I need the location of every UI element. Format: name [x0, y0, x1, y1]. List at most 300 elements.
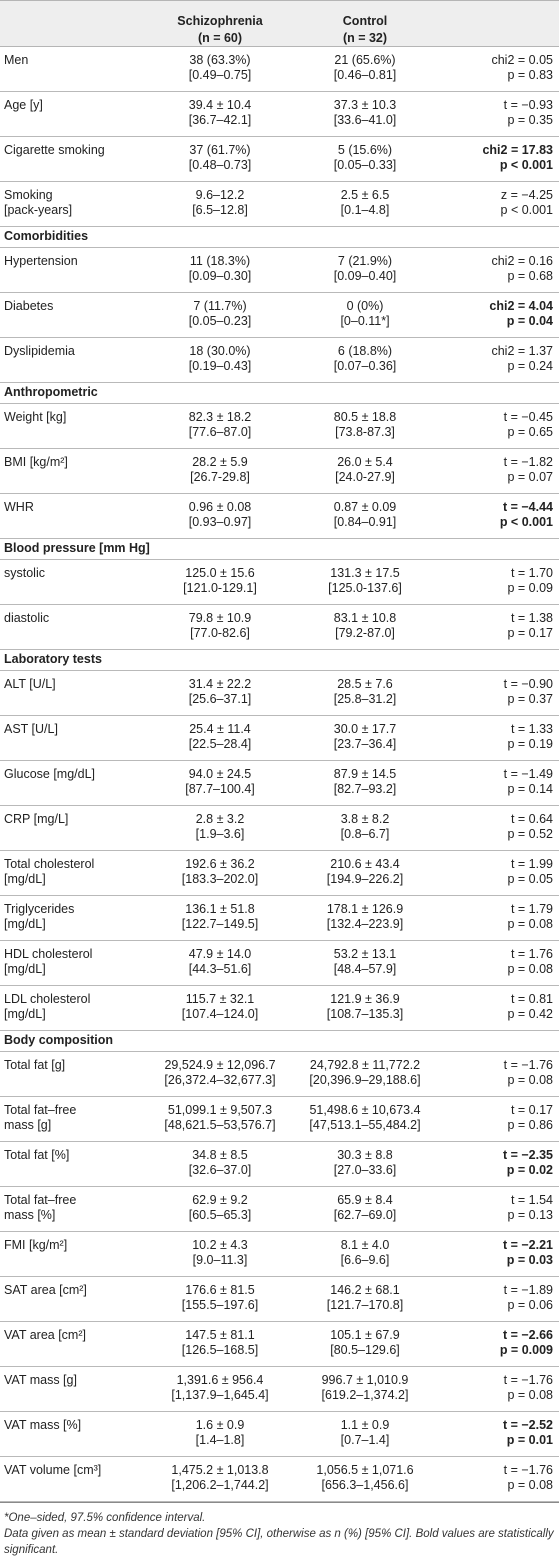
control-value-line: 1,056.5 ± 1,071.6	[316, 1463, 414, 1477]
schizophrenia-value-line: [60.5–65.3]	[188, 1208, 252, 1222]
test-statistic-line: p < 0.001	[499, 515, 553, 529]
variable-label-line: Men	[4, 53, 29, 67]
control-value-line: [33.6–41.0]	[333, 113, 397, 127]
test-statistic	[433, 611, 553, 641]
table-row	[0, 494, 559, 539]
table-row	[0, 851, 559, 896]
control-value-line: 996.7 ± 1,010.9	[321, 1373, 409, 1387]
schizophrenia-value-line: [77.0-82.6]	[190, 626, 250, 640]
control-value	[290, 1418, 440, 1448]
test-statistic	[433, 1283, 553, 1313]
control-value-line: 1.1 ± 0.9	[340, 1418, 390, 1432]
schizophrenia-value-line: 47.9 ± 14.0	[188, 947, 252, 961]
table-row	[0, 338, 559, 383]
section-heading-line: Comorbidities	[4, 229, 89, 243]
schizophrenia-value	[145, 410, 295, 440]
control-value-line: 21 (65.6%)	[334, 53, 396, 67]
control-value-line: 30.0 ± 17.7	[333, 722, 397, 736]
control-value	[290, 767, 440, 797]
test-statistic-line: p < 0.001	[500, 203, 553, 217]
section-heading-line: Blood pressure [mm Hg]	[4, 541, 150, 555]
header-schizophrenia-n: (n = 60)	[197, 31, 243, 45]
test-statistic	[433, 53, 553, 83]
control-value	[290, 1328, 440, 1358]
schizophrenia-value-line: [77.6–87.0]	[188, 425, 252, 439]
test-statistic-line: t = 0.17	[510, 1103, 553, 1117]
test-statistic	[433, 500, 553, 530]
header-control-n: (n = 32)	[342, 31, 388, 45]
table-row	[0, 896, 559, 941]
schizophrenia-value	[145, 1283, 295, 1313]
schizophrenia-value	[145, 98, 295, 128]
test-statistic	[433, 254, 553, 284]
control-value-line: [0.7–1.4]	[340, 1433, 390, 1447]
schizophrenia-value	[145, 1418, 295, 1448]
test-statistic-line: p = 0.08	[507, 1388, 553, 1402]
test-statistic-line: t = −0.93	[503, 98, 553, 112]
control-value-line: 37.3 ± 10.3	[333, 98, 397, 112]
control-value	[290, 143, 440, 173]
schizophrenia-value-line: 94.0 ± 24.5	[188, 767, 252, 781]
test-statistic-line: t = −0.45	[503, 410, 553, 424]
schizophrenia-value-line: 2.8 ± 3.2	[195, 812, 245, 826]
control-value	[290, 611, 440, 641]
table-row	[0, 449, 559, 494]
schizophrenia-value	[145, 857, 295, 887]
control-value-line: 0.87 ± 0.09	[333, 500, 397, 514]
variable-label-line: BMI [kg/m²]	[4, 455, 68, 469]
table-row	[0, 1322, 559, 1367]
schizophrenia-value	[145, 1463, 295, 1493]
schizophrenia-value	[145, 344, 295, 374]
section-heading	[4, 652, 154, 667]
control-value	[290, 1238, 440, 1268]
control-value	[290, 500, 440, 530]
schizophrenia-value-line: 51,099.1 ± 9,507.3	[167, 1103, 273, 1117]
control-value	[290, 857, 440, 887]
control-value-line: 24,792.8 ± 11,772.2	[309, 1058, 421, 1072]
schizophrenia-value-line: 125.0 ± 15.6	[185, 566, 255, 580]
test-statistic-line: t = −0.90	[503, 677, 553, 691]
test-statistic-line: t = 0.64	[510, 812, 553, 826]
section-heading	[4, 385, 154, 400]
control-value-line: [73.8-87.3]	[335, 425, 395, 439]
table-row	[0, 1412, 559, 1457]
schizophrenia-value-line: [0.93–0.97]	[188, 515, 252, 529]
variable-label-line: Dyslipidemia	[4, 344, 75, 358]
test-statistic-line: chi2 = 0.16	[491, 254, 553, 268]
control-value-line: [48.4–57.9]	[333, 962, 397, 976]
variable-label	[4, 500, 154, 515]
test-statistic	[433, 455, 553, 485]
variable-label-line: Cigarette smoking	[4, 143, 105, 157]
test-statistic	[433, 1418, 553, 1448]
table-row	[0, 248, 559, 293]
section-heading-line: Laboratory tests	[4, 652, 102, 666]
table-footnotes	[0, 1502, 559, 1558]
table-row	[0, 1457, 559, 1502]
table-row	[0, 806, 559, 851]
control-value-line: [194.9–226.2]	[326, 872, 404, 886]
variable-label	[4, 1103, 154, 1133]
variable-label-line: Total cholesterol	[4, 857, 95, 871]
schizophrenia-value-line: [1,206.2–1,744.2]	[171, 1478, 269, 1492]
control-value	[290, 1193, 440, 1223]
test-statistic-line: z = −4.25	[500, 188, 553, 202]
table-row	[0, 761, 559, 806]
variable-label	[4, 902, 154, 932]
test-statistic	[433, 1058, 553, 1088]
control-value	[290, 455, 440, 485]
control-value-line: 30.3 ± 8.8	[337, 1148, 393, 1162]
control-value	[290, 344, 440, 374]
schizophrenia-value-line: 31.4 ± 22.2	[188, 677, 252, 691]
variable-label	[4, 611, 154, 626]
schizophrenia-value-line: [1,137.9–1,645.4]	[171, 1388, 269, 1402]
control-value-line: [0.05–0.33]	[333, 158, 397, 172]
schizophrenia-value	[145, 812, 295, 842]
control-value-line: [47,513.1–55,484.2]	[309, 1118, 421, 1132]
section-heading	[4, 229, 154, 244]
test-statistic-line: p = 0.08	[507, 917, 553, 931]
control-value-line: 121.9 ± 36.9	[330, 992, 400, 1006]
schizophrenia-value-line: 0.96 ± 0.08	[188, 500, 252, 514]
footnote-data-description: Data given as mean ± standard deviation [95% CI], otherwise as n (%) [95% CI]. Bold values are statistically significant.	[4, 1528, 554, 1556]
table-row	[0, 47, 559, 92]
test-statistic-line: p = 0.86	[507, 1118, 553, 1132]
table-row	[0, 1052, 559, 1097]
variable-label-line: Triglycerides	[4, 902, 75, 916]
control-value-line: 8.1 ± 4.0	[340, 1238, 390, 1252]
schizophrenia-value-line: [22.5–28.4]	[188, 737, 252, 751]
control-value-line: 83.1 ± 10.8	[333, 611, 397, 625]
test-statistic-line: p = 0.24	[507, 359, 553, 373]
schizophrenia-value-line: [0.19–0.43]	[188, 359, 252, 373]
control-value	[290, 992, 440, 1022]
schizophrenia-value	[145, 767, 295, 797]
test-statistic-line: p = 0.17	[507, 626, 553, 640]
test-statistic	[433, 344, 553, 374]
table-row	[0, 137, 559, 182]
control-value-line: 26.0 ± 5.4	[337, 455, 393, 469]
control-value-line: [24.0-27.9]	[335, 470, 395, 484]
variable-label-line: WHR	[4, 500, 34, 514]
variable-label-line: [mg/dL]	[4, 962, 46, 976]
variable-label	[4, 1058, 154, 1073]
variable-label	[4, 1418, 154, 1433]
schizophrenia-value-line: 39.4 ± 10.4	[188, 98, 252, 112]
schizophrenia-value	[145, 902, 295, 932]
control-value-line: 131.3 ± 17.5	[330, 566, 400, 580]
schizophrenia-value	[145, 1328, 295, 1358]
test-statistic	[433, 902, 553, 932]
control-value	[290, 1058, 440, 1088]
schizophrenia-value	[145, 722, 295, 752]
section-heading-row	[0, 650, 559, 671]
variable-label-line: SAT area [cm²]	[4, 1283, 87, 1297]
test-statistic-line: p = 0.42	[507, 1007, 553, 1021]
control-value	[290, 812, 440, 842]
schizophrenia-value	[145, 947, 295, 977]
schizophrenia-value	[145, 455, 295, 485]
variable-label-line: Weight [kg]	[4, 410, 67, 424]
header-control	[290, 13, 440, 47]
control-value-line: [0.1–4.8]	[340, 203, 390, 217]
variable-label-line: [pack-years]	[4, 203, 73, 217]
schizophrenia-value-line: 62.9 ± 9.2	[192, 1193, 248, 1207]
schizophrenia-value-line: [126.5–168.5]	[181, 1343, 259, 1357]
variable-label-line: Glucose [mg/dL]	[4, 767, 96, 781]
variable-label-line: Smoking	[4, 188, 53, 202]
control-value-line: [125.0-137.6]	[328, 581, 402, 595]
variable-label	[4, 1463, 154, 1478]
test-statistic	[433, 188, 553, 218]
test-statistic-line: p = 0.08	[507, 1478, 553, 1492]
control-value-line: [108.7–135.3]	[326, 1007, 404, 1021]
schizophrenia-value-line: 1.6 ± 0.9	[195, 1418, 245, 1432]
test-statistic	[433, 1238, 553, 1268]
test-statistic-line: t = 1.70	[510, 566, 553, 580]
variable-label-line: FMI [kg/m²]	[4, 1238, 68, 1252]
variable-label-line: systolic	[4, 566, 45, 580]
test-statistic-line: p = 0.52	[507, 827, 553, 841]
schizophrenia-value-line: 18 (30.0%)	[189, 344, 251, 358]
control-value-line: 51,498.6 ± 10,673.4	[309, 1103, 421, 1117]
control-value	[290, 254, 440, 284]
test-statistic-line: p = 0.19	[507, 737, 553, 751]
schizophrenia-value-line: 37 (61.7%)	[189, 143, 251, 157]
control-value-line: [619.2–1,374.2]	[321, 1388, 409, 1402]
test-statistic-line: p = 0.35	[507, 113, 553, 127]
test-statistic-line: t = 1.54	[510, 1193, 553, 1207]
schizophrenia-value-line: 192.6 ± 36.2	[185, 857, 255, 871]
schizophrenia-value-line: 29,524.9 ± 12,096.7	[164, 1058, 276, 1072]
control-value-line: 87.9 ± 14.5	[333, 767, 397, 781]
control-value	[290, 947, 440, 977]
variable-label-line: LDL cholesterol	[4, 992, 91, 1006]
test-statistic-line: t = 1.33	[510, 722, 553, 736]
variable-label-line: VAT mass [%]	[4, 1418, 82, 1432]
schizophrenia-value-line: [155.5–197.6]	[181, 1298, 259, 1312]
test-statistic-line: p = 0.68	[507, 269, 553, 283]
control-value-line: 53.2 ± 13.1	[333, 947, 397, 961]
control-value-line: 210.6 ± 43.4	[330, 857, 400, 871]
section-heading-row	[0, 227, 559, 248]
test-statistic	[433, 767, 553, 797]
schizophrenia-value-line: [107.4–124.0]	[181, 1007, 259, 1021]
variable-label	[4, 455, 154, 470]
schizophrenia-value-line: [0.49–0.75]	[188, 68, 252, 82]
control-value-line: 28.5 ± 7.6	[337, 677, 393, 691]
test-statistic-line: p = 0.04	[506, 314, 553, 328]
test-statistic	[433, 1328, 553, 1358]
control-value-line: [121.7–170.8]	[326, 1298, 404, 1312]
test-statistic-line: chi2 = 4.04	[489, 299, 553, 313]
test-statistic-line: t = 1.99	[510, 857, 553, 871]
control-value	[290, 188, 440, 218]
schizophrenia-value	[145, 992, 295, 1022]
test-statistic-line: p = 0.13	[507, 1208, 553, 1222]
schizophrenia-value-line: 136.1 ± 51.8	[185, 902, 255, 916]
schizophrenia-value	[145, 677, 295, 707]
schizophrenia-value-line: 34.8 ± 8.5	[192, 1148, 248, 1162]
test-statistic-line: t = −1.49	[503, 767, 553, 781]
control-value-line: 146.2 ± 68.1	[330, 1283, 400, 1297]
test-statistic-line: p = 0.06	[507, 1298, 553, 1312]
schizophrenia-value-line: [0.09–0.30]	[188, 269, 252, 283]
table-row	[0, 1097, 559, 1142]
control-value	[290, 1148, 440, 1178]
section-heading-line: Anthropometric	[4, 385, 98, 399]
test-statistic	[433, 566, 553, 596]
control-value-line: [0.84–0.91]	[333, 515, 397, 529]
control-value	[290, 566, 440, 596]
schizophrenia-value-line: [6.5–12.8]	[192, 203, 248, 217]
header-schizophrenia	[145, 13, 295, 47]
control-value-line: [20,396.9–29,188.6]	[309, 1073, 421, 1087]
schizophrenia-value	[145, 53, 295, 83]
control-value	[290, 902, 440, 932]
variable-label-line: mass [%]	[4, 1208, 56, 1222]
schizophrenia-value	[145, 1058, 295, 1088]
header-schizophrenia-name: Schizophrenia	[177, 14, 263, 28]
table-row	[0, 560, 559, 605]
test-statistic-line: t = −2.66	[502, 1328, 553, 1342]
control-value	[290, 1463, 440, 1493]
control-value	[290, 1103, 440, 1133]
variable-label-line: diastolic	[4, 611, 50, 625]
section-heading	[4, 1033, 154, 1048]
test-statistic-line: t = −2.21	[502, 1238, 553, 1252]
variable-label	[4, 992, 154, 1022]
schizophrenia-value	[145, 1193, 295, 1223]
control-value-line: [82.7–93.2]	[333, 782, 397, 796]
schizophrenia-value	[145, 1148, 295, 1178]
test-statistic-line: t = −2.52	[502, 1418, 553, 1432]
control-value	[290, 410, 440, 440]
variable-label-line: Total fat–free	[4, 1103, 77, 1117]
table-header	[0, 0, 559, 47]
variable-label	[4, 410, 154, 425]
schizophrenia-value-line: 10.2 ± 4.3	[192, 1238, 248, 1252]
schizophrenia-value-line: [48,621.5–53,576.7]	[164, 1118, 276, 1132]
schizophrenia-value-line: [1.9–3.6]	[195, 827, 245, 841]
test-statistic-line: chi2 = 1.37	[491, 344, 553, 358]
table-row	[0, 671, 559, 716]
test-statistic	[433, 722, 553, 752]
table-row	[0, 605, 559, 650]
table-row	[0, 986, 559, 1031]
test-statistic	[433, 98, 553, 128]
test-statistic-line: t = −1.82	[503, 455, 553, 469]
test-statistic-line: t = 1.79	[510, 902, 553, 916]
test-statistic	[433, 947, 553, 977]
test-statistic-line: p = 0.65	[507, 425, 553, 439]
section-heading-row	[0, 1031, 559, 1052]
variable-label-line: [mg/dL]	[4, 917, 46, 931]
test-statistic	[433, 410, 553, 440]
table-body	[0, 47, 559, 1502]
variable-label-line: Total fat–free	[4, 1193, 77, 1207]
control-value	[290, 1373, 440, 1403]
test-statistic-line: t = 0.81	[510, 992, 553, 1006]
variable-label	[4, 1193, 154, 1223]
variable-label-line: ALT [U/L]	[4, 677, 56, 691]
variable-label	[4, 857, 154, 887]
schizophrenia-value-line: 25.4 ± 11.4	[189, 722, 251, 736]
control-value-line: 105.1 ± 67.9	[330, 1328, 400, 1342]
section-heading-row	[0, 383, 559, 404]
variable-label	[4, 143, 154, 158]
test-statistic-line: p = 0.83	[507, 68, 553, 82]
test-statistic	[433, 1103, 553, 1133]
schizophrenia-value-line: [32.6–37.0]	[188, 1163, 252, 1177]
schizophrenia-value	[145, 566, 295, 596]
variable-label	[4, 1283, 154, 1298]
control-value	[290, 53, 440, 83]
table-row	[0, 1187, 559, 1232]
control-value-line: 80.5 ± 18.8	[333, 410, 397, 424]
control-value-line: [25.8–31.2]	[333, 692, 397, 706]
schizophrenia-value-line: [0.05–0.23]	[188, 314, 252, 328]
schizophrenia-value	[145, 1103, 295, 1133]
schizophrenia-value-line: 79.8 ± 10.9	[188, 611, 252, 625]
table-row	[0, 716, 559, 761]
schizophrenia-value-line: [9.0–11.3]	[192, 1253, 248, 1267]
control-value-line: 5 (15.6%)	[337, 143, 393, 157]
test-statistic	[433, 812, 553, 842]
control-value-line: [27.0–33.6]	[333, 1163, 397, 1177]
test-statistic-line: p = 0.14	[507, 782, 553, 796]
schizophrenia-value-line: 115.7 ± 32.1	[185, 992, 255, 1006]
control-value-line: 2.5 ± 6.5	[340, 188, 390, 202]
variable-label-line: [mg/dL]	[4, 872, 46, 886]
test-statistic-line: t = 1.38	[510, 611, 553, 625]
variable-label-line: Hypertension	[4, 254, 78, 268]
variable-label	[4, 947, 154, 977]
control-value-line: 3.8 ± 8.2	[340, 812, 390, 826]
test-statistic-line: p = 0.37	[507, 692, 553, 706]
variable-label	[4, 722, 154, 737]
variable-label	[4, 53, 154, 68]
control-value-line: [23.7–36.4]	[333, 737, 397, 751]
schizophrenia-value-line: [26,372.4–32,677.3]	[164, 1073, 276, 1087]
schizophrenia-value-line: 11 (18.3%)	[189, 254, 251, 268]
schizophrenia-value-line: 7 (11.7%)	[193, 299, 247, 313]
schizophrenia-value	[145, 1238, 295, 1268]
test-statistic-line: t = −1.76	[503, 1058, 553, 1072]
section-heading-line: Body composition	[4, 1033, 114, 1047]
variable-label-line: VAT volume [cm³]	[4, 1463, 102, 1477]
variable-label-line: mass [g]	[4, 1118, 52, 1132]
schizophrenia-value-line: 28.2 ± 5.9	[192, 455, 248, 469]
schizophrenia-value-line: [44.3–51.6]	[188, 962, 252, 976]
test-statistic-line: p = 0.02	[506, 1163, 553, 1177]
schizophrenia-value	[145, 611, 295, 641]
schizophrenia-value-line: [183.3–202.0]	[181, 872, 259, 886]
control-value	[290, 299, 440, 329]
variable-label	[4, 254, 154, 269]
schizophrenia-value	[145, 1373, 295, 1403]
footnote-one-sided: *One–sided, 97.5% confidence interval.	[4, 1512, 206, 1524]
control-value-line: [656.3–1,456.6]	[321, 1478, 409, 1492]
test-statistic	[433, 992, 553, 1022]
schizophrenia-value-line: [36.7–42.1]	[188, 113, 252, 127]
variable-label	[4, 1238, 154, 1253]
variable-label-line: VAT mass [g]	[4, 1373, 77, 1387]
variable-label-line: VAT area [cm²]	[4, 1328, 86, 1342]
control-value	[290, 98, 440, 128]
